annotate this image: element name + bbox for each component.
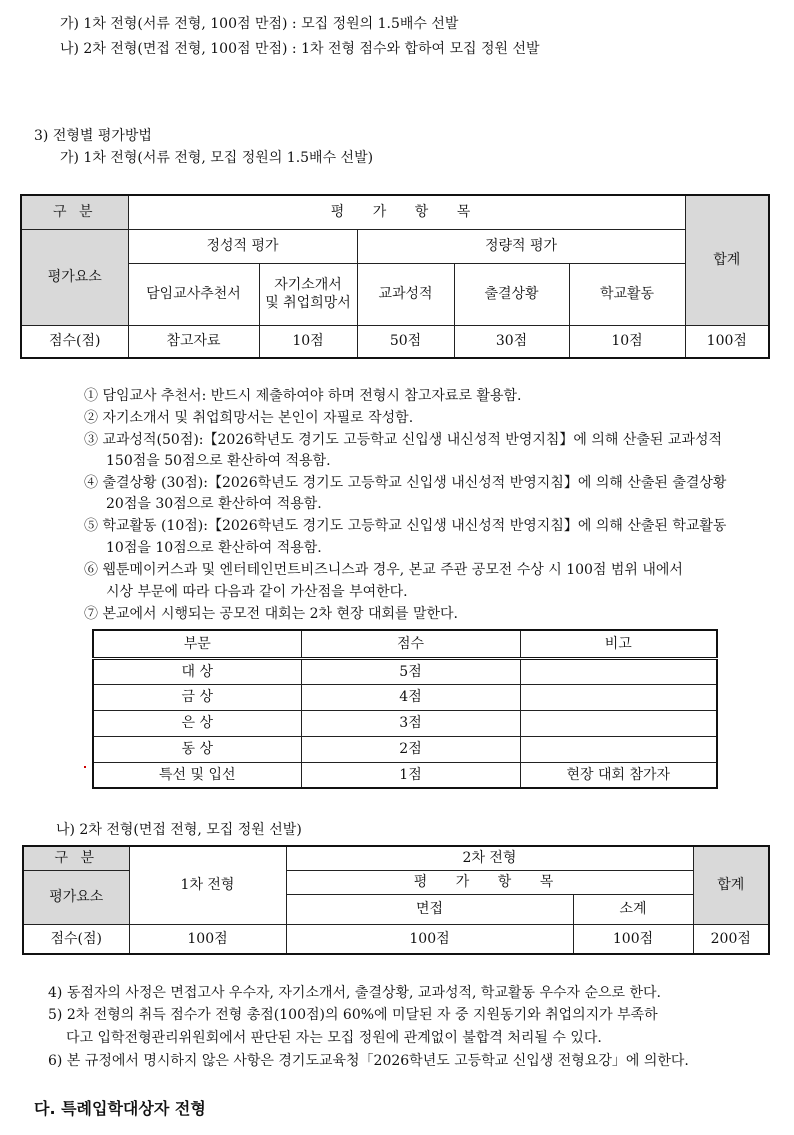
note-item: ① 담임교사 추천서: 반드시 제출하여야 하며 전형시 참고자료로 활용함. [84, 388, 522, 404]
cell-value: 30점 [454, 325, 569, 358]
row-label-score: 점수(점) [21, 325, 128, 358]
award-remark [520, 684, 717, 710]
evaluation-table-1 [20, 194, 770, 359]
col-interview: 면접 [286, 894, 573, 924]
cell-value: 100점 [286, 924, 573, 954]
note-item: ⑥ 웹툰메이커스과 및 엔터테인먼트비즈니스과 경우, 본교 주관 공모전 수상 시 100점 범위 내에서 [84, 562, 683, 578]
header-total: 합계 [693, 846, 769, 924]
stray-mark [84, 766, 86, 768]
rule-item-cont: 다고 입학전형관리위원회에서 판단된 자는 모집 정원에 관계없이 불합격 처리될 수 있다. [66, 1030, 602, 1046]
col-attendance: 출결상황 [454, 263, 569, 325]
row-label-score: 점수(점) [23, 924, 129, 954]
header-items: 평 가 항 목 [286, 870, 693, 894]
col-self-intro [259, 263, 357, 325]
header-element: 평가요소 [23, 870, 129, 924]
note-item-cont: 150점을 50점으로 환산하여 적용함. [106, 453, 331, 469]
award-table [92, 629, 718, 789]
cell-value: 참고자료 [128, 325, 259, 358]
note-item: ⑦ 본교에서 시행되는 공모전 대회는 2차 현장 대회를 말한다. [84, 606, 459, 622]
cell-value: 10점 [259, 325, 357, 358]
col-grades: 교과성적 [357, 263, 454, 325]
award-score: 2점 [301, 736, 520, 762]
award-remark [520, 710, 717, 736]
header-first-stage: 1차 전형 [129, 846, 286, 924]
header-gubun: 구 분 [23, 846, 129, 870]
col-subtotal: 소계 [573, 894, 693, 924]
award-score: 3점 [301, 710, 520, 736]
rule-item: 6) 본 규정에서 명시하지 않은 사항은 경기도교육청「2026학년도 고등학교 신입생 전형요강」에 의한다. [48, 1053, 689, 1069]
note-item-cont: 시상 부문에 따라 다음과 같이 가산점을 부여한다. [106, 584, 408, 600]
award-name: 은 상 [93, 710, 301, 736]
note-item: ④ 출결상황 (30점):【2026학년도 경기도 고등학교 신입생 내신성적 반영지침】에 의해 산출된 출결상황 [84, 475, 727, 491]
header-total: 합계 [685, 195, 769, 325]
header-element: 평가요소 [21, 229, 128, 325]
text-line: 가) 1차 전형(서류 전형, 100점 만점) : 모집 정원의 1.5배수 선발 [60, 16, 459, 32]
header-score: 점수 [301, 630, 520, 658]
note-item-cont: 20점을 30점으로 환산하여 적용함. [106, 496, 322, 512]
note-item: ⑤ 학교활동 (10점):【2026학년도 경기도 고등학교 신입생 내신성적 반영지침】에 의해 산출된 학교활동 [84, 518, 727, 534]
sub-heading: 나) 2차 전형(면접 전형, 모집 정원 선발) [56, 822, 302, 838]
award-name: 동 상 [93, 736, 301, 762]
header-remark: 비고 [520, 630, 717, 658]
note-item: ③ 교과성적(50점):【2026학년도 경기도 고등학교 신입생 내신성적 반영지침】에 의해 산출된 교과성적 [84, 432, 722, 448]
award-name: 대 상 [93, 658, 301, 684]
header-second-stage: 2차 전형 [286, 846, 693, 870]
rule-item: 4) 동점자의 사정은 면접고사 우수자, 자기소개서, 출결상황, 교과성적, 학교활동 우수자 순으로 한다. [48, 985, 662, 1001]
header-gubun: 구 분 [21, 195, 128, 229]
note-item: ② 자기소개서 및 취업희망서는 본인이 자필로 작성함. [84, 410, 414, 426]
award-score: 4점 [301, 684, 520, 710]
section-heading-d: 다. 특례입학대상자 전형 [34, 1099, 206, 1118]
award-remark: 현장 대회 참가자 [520, 762, 717, 788]
cell-value: 50점 [357, 325, 454, 358]
award-score: 5점 [301, 658, 520, 684]
award-name: 특선 및 입선 [93, 762, 301, 788]
award-remark [520, 658, 717, 684]
section-heading: 3) 전형별 평가방법 [34, 128, 152, 144]
award-remark [520, 736, 717, 762]
col-label: 자기소개서 [274, 277, 342, 293]
col-label: 및 취업희망서 [265, 295, 351, 311]
note-item-cont: 10점을 10점으로 환산하여 적용함. [106, 540, 322, 556]
col-recommendation: 담임교사추천서 [128, 263, 259, 325]
text-line: 나) 2차 전형(면접 전형, 100점 만점) : 1차 전형 점수와 합하여 모집 정원 선발 [60, 41, 540, 57]
header-qualitative: 정성적 평가 [128, 229, 357, 263]
award-score: 1점 [301, 762, 520, 788]
award-name: 금 상 [93, 684, 301, 710]
header-items: 평 가 항 목 [128, 195, 685, 229]
rule-item: 5) 2차 전형의 취득 점수가 전형 총점(100점)의 60%에 미달된 자 중 지원동기와 취업의지가 부족하 [48, 1007, 658, 1023]
cell-value: 100점 [129, 924, 286, 954]
sub-heading: 가) 1차 전형(서류 전형, 모집 정원의 1.5배수 선발) [60, 150, 374, 166]
cell-total: 200점 [693, 924, 769, 954]
header-quantitative: 정량적 평가 [357, 229, 685, 263]
evaluation-table-2 [22, 845, 770, 955]
cell-value: 100점 [573, 924, 693, 954]
cell-value: 10점 [569, 325, 685, 358]
col-activities: 학교활동 [569, 263, 685, 325]
header-category: 부문 [93, 630, 301, 658]
cell-total: 100점 [685, 325, 769, 358]
